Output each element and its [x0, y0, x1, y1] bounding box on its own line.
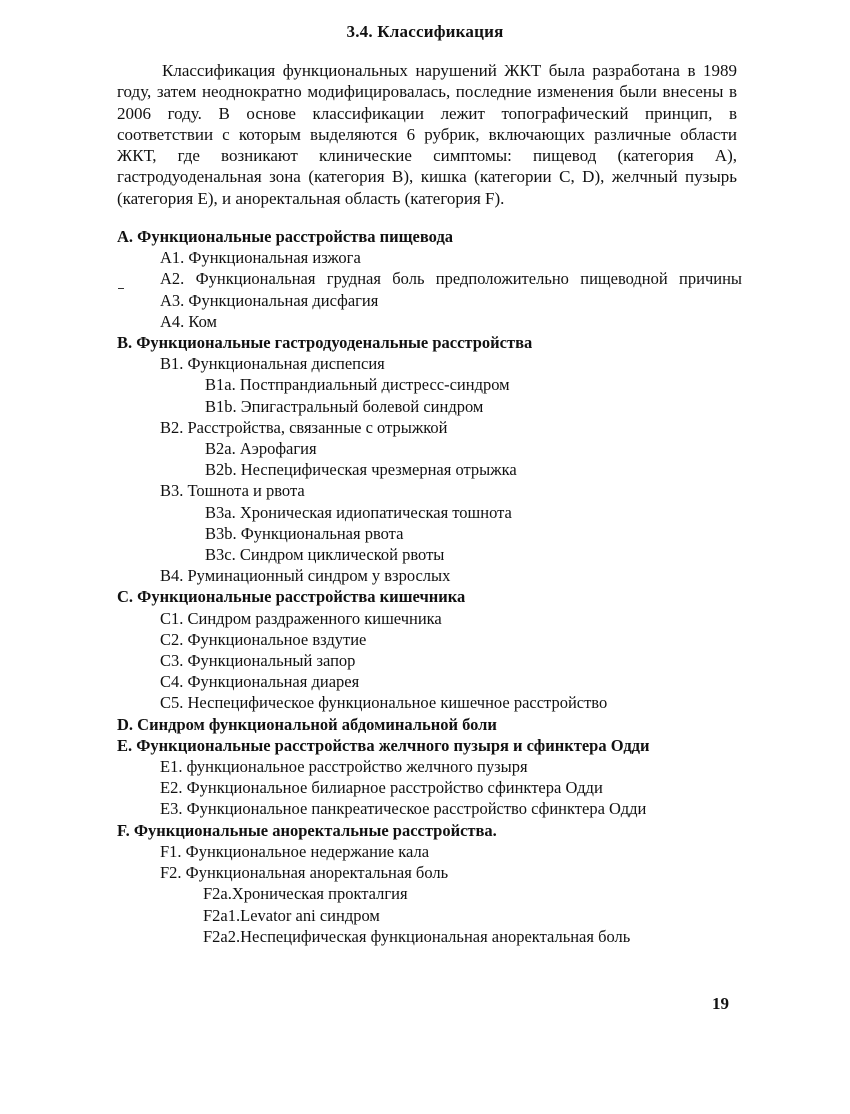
item-b3a: B3a. Хроническая идиопатическая тошнота: [205, 502, 512, 522]
category-b-title: B. Функциональные гастродуоденальные расстройства: [117, 333, 533, 353]
item-c4: C4. Функциональная диарея: [160, 672, 360, 692]
item-f2a2: F2a2.Неспецифическая функциональная аноректальная боль: [203, 926, 631, 946]
item-b2a: B2a. Аэрофагия: [205, 439, 317, 459]
section-title: 3.4. Классификация: [346, 22, 504, 41]
item-b4: B4. Руминационный синдром у взрослых: [160, 566, 451, 586]
item-f1: F1. Функциональное недержание кала: [160, 841, 430, 861]
category-c-title: C. Функциональные расстройства кишечника: [117, 587, 466, 607]
item-c5: C5. Неспецифическое функциональное кишечное расстройство: [160, 693, 608, 713]
item-b3: B3. Тошнота и рвота: [160, 481, 305, 501]
category-d-title: D. Синдром функциональной абдоминальной боли: [117, 714, 497, 734]
item-e1: E1. функциональное расстройство желчного пузыря: [160, 757, 528, 777]
item-c1: C1. Синдром раздраженного кишечника: [160, 608, 442, 628]
category-f-title: F. Функциональные аноректальные расстройства.: [117, 820, 497, 840]
item-b1: B1. Функциональная диспепсия: [160, 354, 385, 374]
item-a3: A3. Функциональная дисфагия: [160, 290, 379, 310]
item-e2: E2. Функциональное билиарное расстройство сфинктера Одди: [160, 778, 603, 798]
item-b2b: B2b. Неспецифическая чрезмерная отрыжка: [205, 460, 517, 480]
intro-paragraph: Классификация функциональных нарушений ЖКТ была разработана в 1989 году, затем неоднократно модифицировалась, последние изменения были внесены в 2006 году. В основе классификации лежит топографический принцип, в соответствии с которым выделяются 6 рубрик, включающих различные области ЖКТ, где возникают клинические симптомы: пищевод (категория А), гастродуоденальная зона (категория В), кишка (категории С, D), желчный пузырь (категория Е), и аноректальная область (категория F).: [117, 61, 737, 208]
category-a-title: A. Функциональные расстройства пищевода: [117, 227, 454, 246]
item-b3c: B3c. Синдром циклической рвоты: [205, 545, 445, 565]
item-f2a: F2a.Хроническая прокталгия: [203, 884, 408, 904]
item-b1b: B1b. Эпигастральный болевой синдром: [205, 396, 484, 416]
item-a2: A2. Функциональная грудная боль предположительно пищеводной причины: [160, 269, 742, 289]
page-number: 19: [712, 994, 729, 1013]
item-b1a: B1a. Постпрандиальный дистресс-синдром: [205, 375, 510, 395]
item-b3b: B3b. Функциональная рвота: [205, 523, 404, 543]
item-b2: B2. Расстройства, связанные с отрыжкой: [160, 417, 448, 437]
item-f2: F2. Функциональная аноректальная боль: [160, 863, 449, 883]
category-e-title: E. Функциональные расстройства желчного пузыря и сфинктера Одди: [117, 735, 650, 755]
item-a4: A4. Ком: [160, 311, 217, 331]
classification-list: [117, 226, 742, 947]
item-a1: A1. Функциональная изжога: [160, 248, 361, 268]
item-c2: C2. Функциональное вздутие: [160, 629, 367, 649]
item-c3: C3. Функциональный запор: [160, 651, 356, 671]
item-f2a1: F2a1.Levator ani синдром: [203, 905, 380, 925]
item-e3: E3. Функциональное панкреатическое расстройство сфинктера Одди: [160, 799, 647, 819]
